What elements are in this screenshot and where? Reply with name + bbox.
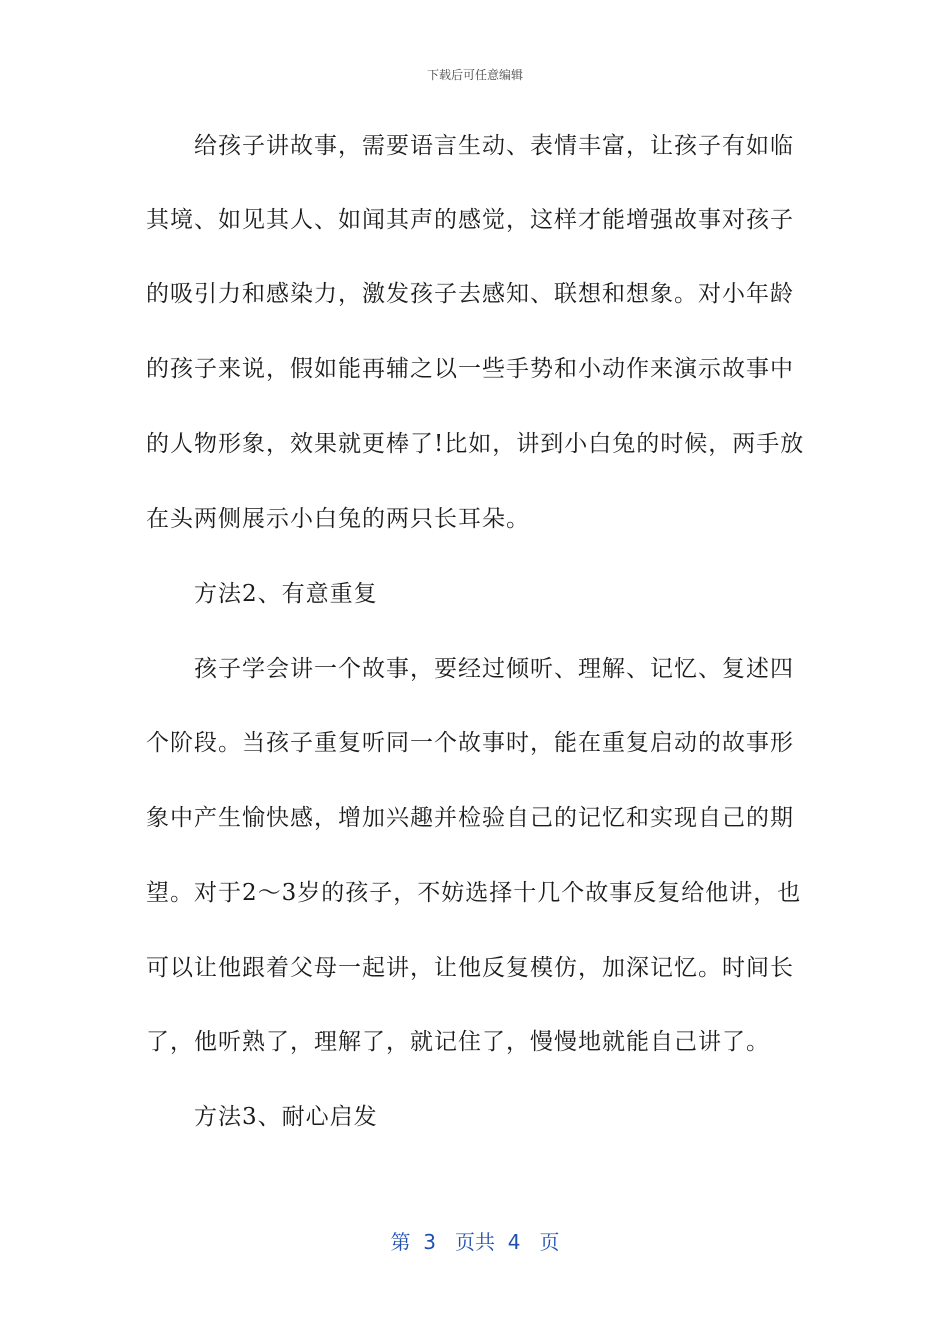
paragraph-line: 望。对于2～3岁的孩子，不妨选择十几个故事反复给他讲，也 <box>146 880 802 906</box>
paragraph-line: 给孩子讲故事，需要语言生动、表情丰富，让孩子有如临 <box>194 133 794 159</box>
paragraph-line: 可以让他跟着父母一起讲，让他反复模仿，加深记忆。时间长 <box>146 955 794 981</box>
section-heading: 方法2、有意重复 <box>194 581 378 607</box>
paragraph-line: 的人物形象，效果就更棒了!比如，讲到小白兔的时候，两手放 <box>146 431 805 457</box>
paragraph-line: 其境、如见其人、如闻其声的感觉，这样才能增强故事对孩子 <box>146 207 794 233</box>
paragraph-line: 在头两侧展示小白兔的两只长耳朵。 <box>146 506 530 532</box>
page-header: 下载后可任意编辑 <box>426 68 523 82</box>
paragraph-line: 的吸引力和感染力，激发孩子去感知、联想和想象。对小年龄 <box>146 281 794 307</box>
paragraph-line: 了，他听熟了，理解了，就记住了，慢慢地就能自己讲了。 <box>146 1029 770 1055</box>
section-heading: 方法3、耐心启发 <box>194 1104 378 1130</box>
paragraph-line: 个阶段。当孩子重复听同一个故事时，能在重复启动的故事形 <box>146 730 794 756</box>
paragraph-line: 象中产生愉快感，增加兴趣并检验自己的记忆和实现自己的期 <box>146 805 794 831</box>
paragraph-line: 孩子学会讲一个故事，要经过倾听、理解、记忆、复述四 <box>194 656 794 682</box>
page-number-footer: 第 3 页共 4 页 <box>390 1230 560 1254</box>
paragraph-line: 的孩子来说，假如能再辅之以一些手势和小动作来演示故事中 <box>146 356 794 382</box>
